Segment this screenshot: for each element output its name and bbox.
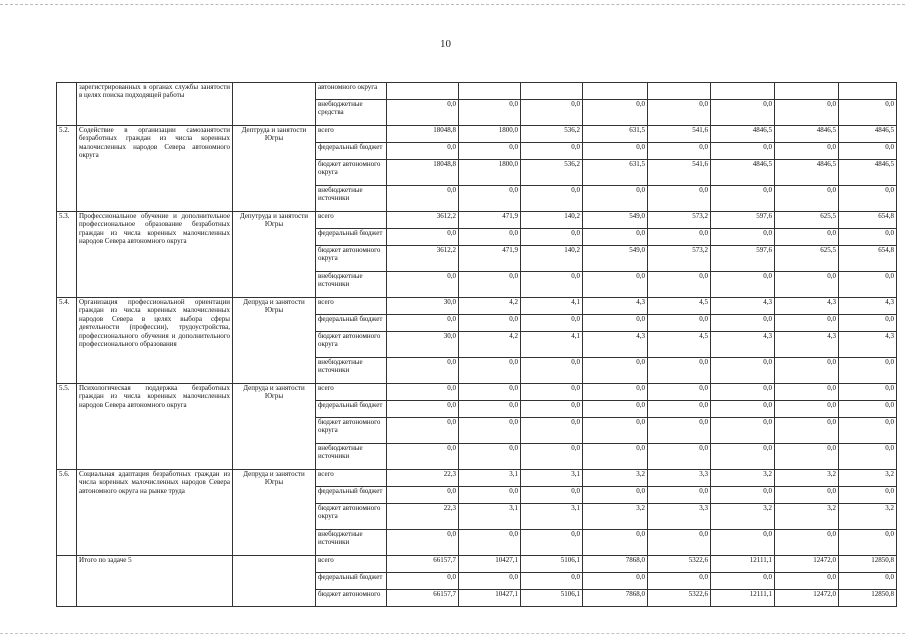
amount-cell: 1800,0 — [459, 160, 521, 186]
amount-cell: 1800,0 — [459, 126, 521, 143]
table-row — [57, 384, 897, 401]
amount-cell: 0,0 — [459, 418, 521, 444]
amount-cell: 3612,2 — [387, 246, 459, 272]
funding-source: всего — [316, 384, 387, 401]
amount-cell: 0,0 — [648, 573, 711, 590]
amount-cell — [583, 83, 648, 100]
amount-cell: 140,2 — [521, 246, 583, 272]
amount-cell: 0,0 — [711, 100, 775, 126]
scan-edge-bottom — [0, 633, 905, 634]
amount-cell: 4846,5 — [839, 160, 897, 186]
funding-source: внебюджетные источники — [316, 186, 387, 212]
amount-cell: 0,0 — [648, 229, 711, 246]
amount-cell: 3612,2 — [387, 212, 459, 229]
amount-cell: 0,0 — [387, 444, 459, 470]
amount-cell: 0,0 — [583, 143, 648, 160]
amount-cell: 30,0 — [387, 298, 459, 315]
amount-cell: 0,0 — [459, 487, 521, 504]
amount-cell: 0,0 — [521, 315, 583, 332]
table-body — [57, 83, 897, 607]
item-executor: Депруда и занятости Югры — [233, 298, 316, 384]
amount-cell: 3,2 — [711, 470, 775, 487]
amount-cell: 3,2 — [839, 504, 897, 530]
funding-source: внебюджетные источники — [316, 444, 387, 470]
amount-cell: 0,0 — [839, 401, 897, 418]
amount-cell: 4,1 — [521, 298, 583, 315]
amount-cell: 0,0 — [839, 418, 897, 444]
amount-cell: 3,2 — [583, 504, 648, 530]
amount-cell: 0,0 — [775, 418, 839, 444]
amount-cell: 0,0 — [648, 444, 711, 470]
funding-source: автономного округа — [316, 83, 387, 100]
amount-cell: 573,2 — [648, 246, 711, 272]
amount-cell: 0,0 — [839, 315, 897, 332]
amount-cell — [711, 83, 775, 100]
table-row — [57, 212, 897, 229]
amount-cell: 0,0 — [583, 444, 648, 470]
amount-cell: 0,0 — [459, 358, 521, 384]
amount-cell: 3,2 — [583, 470, 648, 487]
amount-cell: 0,0 — [459, 186, 521, 212]
amount-cell: 0,0 — [387, 186, 459, 212]
amount-cell: 597,6 — [711, 246, 775, 272]
amount-cell: 597,6 — [711, 212, 775, 229]
funding-source: бюджет автономного округа — [316, 246, 387, 272]
item-description: Социальная адаптация безработных граждан из числа коренных малочисленных народов Севера автономного округа на рынке труда — [77, 470, 233, 556]
amount-cell: 22,3 — [387, 504, 459, 530]
table-row — [57, 298, 897, 315]
amount-cell: 0,0 — [711, 272, 775, 298]
amount-cell: 66157,7 — [387, 556, 459, 573]
amount-cell: 0,0 — [387, 530, 459, 556]
funding-source: внебюджетные средства — [316, 100, 387, 126]
amount-cell — [521, 83, 583, 100]
item-executor: Депруда и занятости Югры — [233, 384, 316, 470]
amount-cell: 0,0 — [775, 100, 839, 126]
amount-cell: 0,0 — [387, 315, 459, 332]
funding-source: федеральный бюджет — [316, 143, 387, 160]
amount-cell: 0,0 — [648, 186, 711, 212]
amount-cell: 0,0 — [521, 418, 583, 444]
amount-cell: 5322,6 — [648, 590, 711, 607]
amount-cell: 0,0 — [521, 401, 583, 418]
amount-cell: 0,0 — [711, 384, 775, 401]
item-executor: Дептруда и занятости Югры — [233, 126, 316, 212]
table-row — [57, 556, 897, 573]
amount-cell: 5106,1 — [521, 556, 583, 573]
amount-cell: 0,0 — [459, 530, 521, 556]
amount-cell: 4846,5 — [711, 126, 775, 143]
funding-source: федеральный бюджет — [316, 229, 387, 246]
amount-cell: 0,0 — [459, 315, 521, 332]
amount-cell: 0,0 — [839, 487, 897, 504]
amount-cell: 0,0 — [387, 358, 459, 384]
amount-cell: 0,0 — [583, 530, 648, 556]
amount-cell: 536,2 — [521, 160, 583, 186]
amount-cell: 0,0 — [459, 573, 521, 590]
amount-cell: 5322,6 — [648, 556, 711, 573]
amount-cell: 0,0 — [711, 444, 775, 470]
scan-edge-top — [0, 4, 905, 5]
amount-cell: 0,0 — [387, 573, 459, 590]
amount-cell: 0,0 — [711, 573, 775, 590]
item-number: 5.6. — [57, 470, 77, 556]
amount-cell: 0,0 — [839, 530, 897, 556]
amount-cell: 0,0 — [711, 143, 775, 160]
amount-cell: 4846,5 — [711, 160, 775, 186]
item-description: Содействие в организации самозанятости безработных граждан из числа коренных малочисленных народов Севера автономного округа — [77, 126, 233, 212]
item-number: 5.4. — [57, 298, 77, 384]
amount-cell: 541,6 — [648, 160, 711, 186]
amount-cell: 4,3 — [583, 332, 648, 358]
amount-cell: 0,0 — [459, 384, 521, 401]
amount-cell: 631,5 — [583, 126, 648, 143]
funding-source: федеральный бюджет — [316, 315, 387, 332]
amount-cell: 10427,1 — [459, 556, 521, 573]
funding-source: всего — [316, 470, 387, 487]
funding-source: внебюджетные источники — [316, 358, 387, 384]
amount-cell: 0,0 — [775, 444, 839, 470]
amount-cell: 4846,5 — [775, 126, 839, 143]
amount-cell: 0,0 — [459, 143, 521, 160]
amount-cell: 0,0 — [775, 143, 839, 160]
amount-cell: 4,3 — [711, 332, 775, 358]
amount-cell — [775, 83, 839, 100]
funding-source: федеральный бюджет — [316, 487, 387, 504]
amount-cell: 3,3 — [648, 504, 711, 530]
funding-source: всего — [316, 126, 387, 143]
amount-cell: 0,0 — [459, 229, 521, 246]
amount-cell: 0,0 — [583, 418, 648, 444]
amount-cell: 625,5 — [775, 246, 839, 272]
amount-cell: 0,0 — [521, 186, 583, 212]
amount-cell: 0,0 — [459, 401, 521, 418]
amount-cell: 0,0 — [711, 401, 775, 418]
funding-source: федеральный бюджет — [316, 401, 387, 418]
amount-cell: 4,2 — [459, 298, 521, 315]
amount-cell: 4,3 — [711, 298, 775, 315]
amount-cell: 140,2 — [521, 212, 583, 229]
amount-cell: 3,3 — [648, 470, 711, 487]
amount-cell: 3,1 — [521, 504, 583, 530]
funding-source: бюджет автономного — [316, 590, 387, 607]
amount-cell: 0,0 — [583, 384, 648, 401]
funding-source: всего — [316, 212, 387, 229]
amount-cell: 0,0 — [583, 229, 648, 246]
amount-cell: 0,0 — [521, 143, 583, 160]
amount-cell: 0,0 — [711, 358, 775, 384]
amount-cell: 0,0 — [387, 272, 459, 298]
page-number: 10 — [440, 38, 451, 50]
item-number — [57, 556, 77, 607]
amount-cell: 0,0 — [583, 186, 648, 212]
amount-cell: 0,0 — [583, 573, 648, 590]
item-number: 5.2. — [57, 126, 77, 212]
amount-cell: 4,3 — [775, 298, 839, 315]
amount-cell: 4,3 — [583, 298, 648, 315]
item-executor — [233, 556, 316, 607]
amount-cell: 0,0 — [521, 487, 583, 504]
amount-cell: 4,3 — [839, 332, 897, 358]
amount-cell: 4,1 — [521, 332, 583, 358]
amount-cell: 0,0 — [711, 229, 775, 246]
funding-source: бюджет автономного округа — [316, 332, 387, 358]
funding-source: внебюджетные источники — [316, 272, 387, 298]
amount-cell: 0,0 — [583, 100, 648, 126]
amount-cell: 0,0 — [521, 100, 583, 126]
amount-cell: 536,2 — [521, 126, 583, 143]
amount-cell: 0,0 — [459, 444, 521, 470]
amount-cell: 0,0 — [459, 100, 521, 126]
amount-cell: 654,8 — [839, 212, 897, 229]
amount-cell: 3,2 — [775, 504, 839, 530]
budget-table — [56, 82, 897, 607]
table-row — [57, 470, 897, 487]
amount-cell: 0,0 — [583, 358, 648, 384]
amount-cell: 0,0 — [583, 401, 648, 418]
amount-cell: 0,0 — [648, 315, 711, 332]
item-number: 5.5. — [57, 384, 77, 470]
amount-cell: 0,0 — [459, 272, 521, 298]
amount-cell: 22,3 — [387, 470, 459, 487]
amount-cell — [839, 83, 897, 100]
item-description: Итого по задаче 5 — [77, 556, 233, 607]
amount-cell: 0,0 — [648, 401, 711, 418]
amount-cell: 0,0 — [839, 143, 897, 160]
amount-cell: 0,0 — [387, 229, 459, 246]
amount-cell: 4846,5 — [775, 160, 839, 186]
amount-cell: 0,0 — [648, 143, 711, 160]
amount-cell: 471,9 — [459, 246, 521, 272]
funding-source: бюджет автономного округа — [316, 418, 387, 444]
amount-cell: 0,0 — [521, 444, 583, 470]
amount-cell: 549,0 — [583, 246, 648, 272]
amount-cell: 0,0 — [775, 229, 839, 246]
amount-cell: 631,5 — [583, 160, 648, 186]
amount-cell: 0,0 — [387, 401, 459, 418]
amount-cell: 18048,8 — [387, 160, 459, 186]
amount-cell: 0,0 — [711, 186, 775, 212]
amount-cell — [387, 83, 459, 100]
amount-cell: 0,0 — [583, 315, 648, 332]
amount-cell: 0,0 — [648, 272, 711, 298]
funding-source: бюджет автономного округа — [316, 160, 387, 186]
amount-cell: 0,0 — [711, 418, 775, 444]
amount-cell: 3,2 — [775, 470, 839, 487]
amount-cell: 7868,0 — [583, 556, 648, 573]
amount-cell: 0,0 — [839, 100, 897, 126]
amount-cell — [459, 83, 521, 100]
amount-cell: 0,0 — [711, 530, 775, 556]
amount-cell: 66157,7 — [387, 590, 459, 607]
amount-cell: 573,2 — [648, 212, 711, 229]
amount-cell: 0,0 — [648, 358, 711, 384]
amount-cell: 0,0 — [775, 384, 839, 401]
amount-cell: 0,0 — [521, 229, 583, 246]
funding-source: федеральный бюджет — [316, 573, 387, 590]
amount-cell: 5106,1 — [521, 590, 583, 607]
amount-cell: 10427,1 — [459, 590, 521, 607]
amount-cell: 4,3 — [775, 332, 839, 358]
amount-cell: 0,0 — [387, 418, 459, 444]
amount-cell: 0,0 — [839, 186, 897, 212]
amount-cell: 0,0 — [775, 530, 839, 556]
amount-cell: 0,0 — [839, 358, 897, 384]
table-row — [57, 126, 897, 143]
amount-cell: 0,0 — [711, 487, 775, 504]
amount-cell: 0,0 — [775, 573, 839, 590]
amount-cell: 3,2 — [839, 470, 897, 487]
amount-cell: 12850,8 — [839, 590, 897, 607]
item-description: зарегистрированных в органах службы занятости в целях поиска подходящей работы — [77, 83, 233, 126]
amount-cell: 471,9 — [459, 212, 521, 229]
amount-cell: 12111,1 — [711, 590, 775, 607]
amount-cell: 0,0 — [839, 573, 897, 590]
amount-cell: 7868,0 — [583, 590, 648, 607]
amount-cell: 4,3 — [839, 298, 897, 315]
amount-cell: 3,1 — [521, 470, 583, 487]
amount-cell: 4,5 — [648, 298, 711, 315]
amount-cell: 0,0 — [839, 444, 897, 470]
amount-cell: 4,2 — [459, 332, 521, 358]
amount-cell: 0,0 — [839, 272, 897, 298]
amount-cell: 0,0 — [648, 418, 711, 444]
amount-cell: 625,5 — [775, 212, 839, 229]
amount-cell: 0,0 — [648, 530, 711, 556]
item-executor: Депутруда и занятости Югры — [233, 212, 316, 298]
amount-cell: 0,0 — [387, 100, 459, 126]
amount-cell: 3,1 — [459, 504, 521, 530]
amount-cell: 0,0 — [775, 401, 839, 418]
item-executor: Депруда и занятости Югры — [233, 470, 316, 556]
amount-cell: 0,0 — [521, 358, 583, 384]
amount-cell: 0,0 — [583, 272, 648, 298]
amount-cell: 0,0 — [521, 573, 583, 590]
funding-source: бюджет автономного округа — [316, 504, 387, 530]
amount-cell: 0,0 — [387, 143, 459, 160]
amount-cell: 18048,8 — [387, 126, 459, 143]
item-description: Психологическая поддержка безработных граждан из числа коренных малочисленных народов Севера автономного округа — [77, 384, 233, 470]
amount-cell: 654,8 — [839, 246, 897, 272]
amount-cell: 0,0 — [775, 315, 839, 332]
item-executor — [233, 83, 316, 126]
amount-cell: 0,0 — [387, 384, 459, 401]
amount-cell: 30,0 — [387, 332, 459, 358]
amount-cell: 549,0 — [583, 212, 648, 229]
table-row — [57, 83, 897, 100]
amount-cell: 12111,1 — [711, 556, 775, 573]
amount-cell: 0,0 — [775, 487, 839, 504]
item-number: 5.3. — [57, 212, 77, 298]
funding-source: всего — [316, 298, 387, 315]
item-description: Организация профессиональной ориентации граждан из числа коренных малочисленных народов Севера в целях выбора сферы деятельности (профессии), трудоустройства, профессионального обучения и дополнительного профессионального образования — [77, 298, 233, 384]
amount-cell: 0,0 — [839, 384, 897, 401]
amount-cell: 0,0 — [521, 530, 583, 556]
amount-cell: 0,0 — [648, 487, 711, 504]
amount-cell: 0,0 — [648, 384, 711, 401]
item-description: Профессиональное обучение и дополнительное профессиональное образование безработных граждан из числа коренных малочисленных народов Севера автономного округа — [77, 212, 233, 298]
amount-cell: 4846,5 — [839, 126, 897, 143]
amount-cell: 0,0 — [521, 384, 583, 401]
amount-cell: 0,0 — [711, 315, 775, 332]
amount-cell: 541,6 — [648, 126, 711, 143]
amount-cell: 12472,0 — [775, 590, 839, 607]
amount-cell: 12850,8 — [839, 556, 897, 573]
amount-cell: 4,5 — [648, 332, 711, 358]
funding-source: всего — [316, 556, 387, 573]
item-number — [57, 83, 77, 126]
amount-cell: 3,1 — [459, 470, 521, 487]
amount-cell: 3,2 — [711, 504, 775, 530]
amount-cell: 0,0 — [583, 487, 648, 504]
funding-source: внебюджетные источники — [316, 530, 387, 556]
amount-cell: 12472,0 — [775, 556, 839, 573]
amount-cell: 0,0 — [521, 272, 583, 298]
amount-cell: 0,0 — [775, 186, 839, 212]
amount-cell: 0,0 — [648, 100, 711, 126]
amount-cell: 0,0 — [387, 487, 459, 504]
amount-cell: 0,0 — [775, 358, 839, 384]
amount-cell: 0,0 — [839, 229, 897, 246]
amount-cell: 0,0 — [775, 272, 839, 298]
amount-cell — [648, 83, 711, 100]
